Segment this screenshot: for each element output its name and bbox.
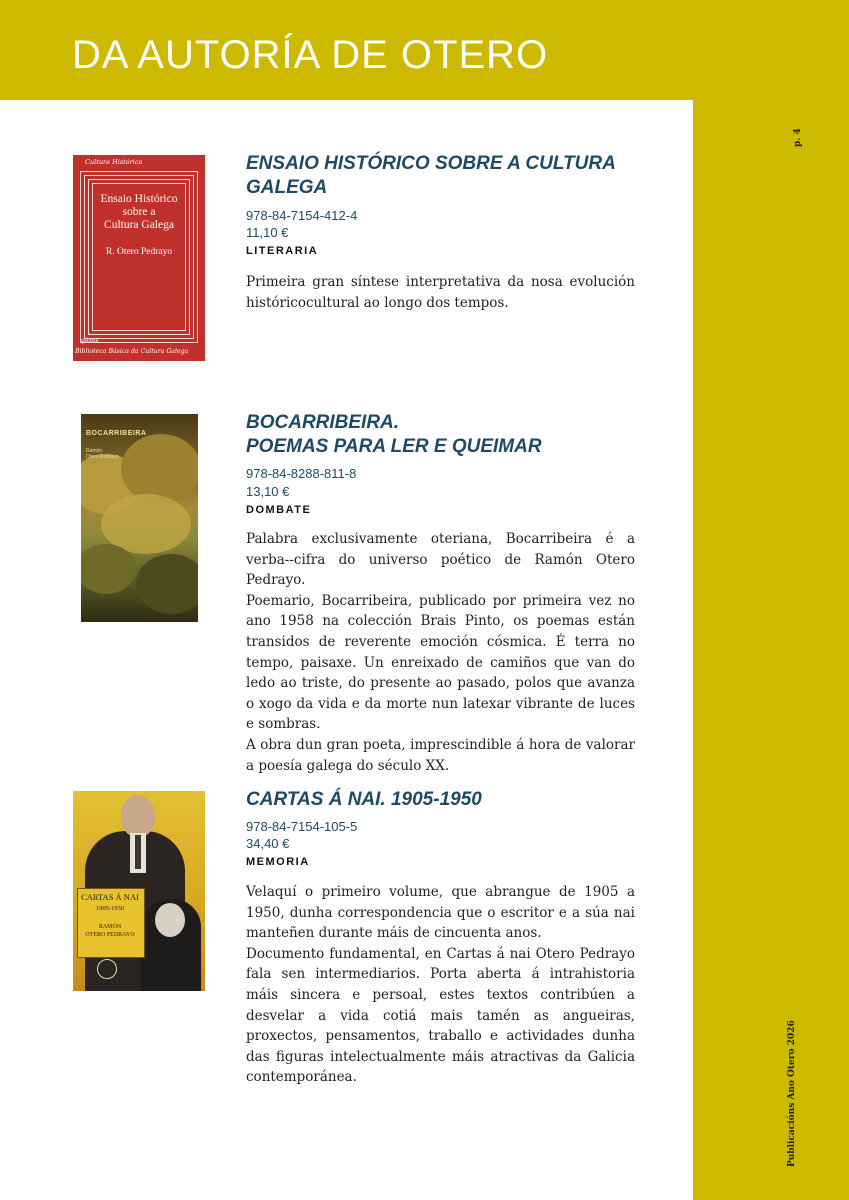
book-title-line: BOCARRIBEIRA. (246, 412, 400, 433)
cover-author-line: Ramón (86, 448, 103, 454)
cover-title: BOCARRIBEIRA (86, 430, 147, 437)
book-title (246, 152, 616, 200)
cover-foliage (121, 434, 198, 504)
cover-years: 1905-1950 (95, 905, 125, 912)
cover-title: CARTAS Á NAI (81, 892, 139, 902)
book-isbn: 978-84-7154-412-4 (246, 208, 358, 223)
cover-title-line: Cultura Galega (104, 219, 174, 231)
book-isbn: 978-84-8288-811-8 (246, 466, 357, 481)
book-publisher: MEMORIA (246, 856, 310, 868)
side-footer-text: Publicacións Ano Otero 2026 (787, 1020, 797, 1167)
cover-series-bottom: Biblioteca Básica da Cultura Galega (75, 348, 189, 355)
cover-foliage (81, 544, 136, 594)
book-description (246, 882, 635, 1088)
book-description (246, 529, 635, 776)
book-publisher: LITERARIA (246, 245, 319, 257)
book-title-line: GALEGA (246, 177, 328, 198)
cover-title-line: Ensaio Histórico (100, 193, 178, 205)
book-description (246, 272, 635, 313)
book-cover-cartas (73, 791, 205, 991)
cover-publisher: galaxia (81, 338, 99, 344)
book-title-line: POEMAS PARA LER E QUEIMAR (246, 436, 542, 457)
book-title (246, 411, 542, 459)
cover-author-line: Otero Pedrayo (86, 454, 119, 460)
description-paragraph: Documento fundamental, en Cartas á nai Otero Pedrayo fala sen intermediarios. Porta aberta á intrahistoria máis sincera e persoal, estes textos contribúen a desvelar a vida cotiá mais tamén as angueiras, proxectos, pensamentos, traballo e actividades dunha das figuras intelectualmente máis atractivas da Galicia contemporánea. (246, 945, 635, 1086)
cover-author (77, 923, 143, 939)
book-price: 13,10 € (246, 484, 290, 499)
cover-foliage (136, 554, 198, 614)
book-publisher: DOMBATE (246, 504, 312, 516)
book-title-line: ENSAIO HISTÓRICO SOBRE A CULTURA (246, 153, 616, 174)
cover-author: R. Otero Pedrayo (105, 247, 173, 257)
cover-photo-woman-head (155, 903, 185, 937)
book-isbn: 978-84-7154-105-5 (246, 819, 358, 834)
description-paragraph: Primeira gran síntese interpretativa da nosa evolución históricocultural ao longo dos tempos. (246, 274, 635, 311)
cover-title-line: sobre a (122, 206, 156, 218)
page-title: DA AUTORÍA DE OTERO (72, 33, 549, 77)
cover-publisher-mark (97, 959, 117, 979)
book-cover-ensaio (73, 155, 205, 361)
cover-photo-tie (135, 835, 141, 869)
cover-author-line: OTERO PEDRAYO (85, 932, 135, 938)
book-title-line: CARTAS Á NAI. 1905-1950 (246, 789, 482, 810)
cover-author-line: RAMÓN (98, 924, 122, 930)
description-paragraph: Palabra exclusivamente oteriana, Bocarribeira é a verba--cifra do universo poético de Ramón Otero Pedrayo. (246, 531, 635, 589)
description-paragraph: Poemario, Bocarribeira, publicado por primeira vez no ano 1958 na colección Brais Pinto, os poemas están transidos de reverente emoción cósmica. É terra no tempo, paisaxe. Un enreixado de camiños que van do ledo ao triste, do presente ao pasado, polos que avanza o xogo da vida e da morte nun latexar vibrante de luces e sombras. (246, 592, 635, 733)
cover-title (89, 193, 189, 232)
book-title (246, 788, 482, 812)
cover-series-top: Cultura Histórica (85, 158, 143, 166)
side-band (693, 100, 849, 1200)
book-price: 11,10 € (246, 225, 289, 240)
cover-photo-man-head (121, 795, 155, 837)
book-price: 34,40 € (246, 836, 290, 851)
page-number: p. 4 (793, 128, 803, 147)
description-paragraph: A obra dun gran poeta, imprescindible á hora de valorar a poesía galega do século XX. (246, 736, 635, 774)
description-paragraph: Velaquí o primeiro volume, que abrangue de 1905 a 1950, dunha correspondencia que o escritor e a súa nai manteñen durante máis de cincuenta anos. (246, 884, 635, 942)
cover-author (86, 448, 119, 460)
book-cover-bocarribeira (81, 414, 198, 622)
